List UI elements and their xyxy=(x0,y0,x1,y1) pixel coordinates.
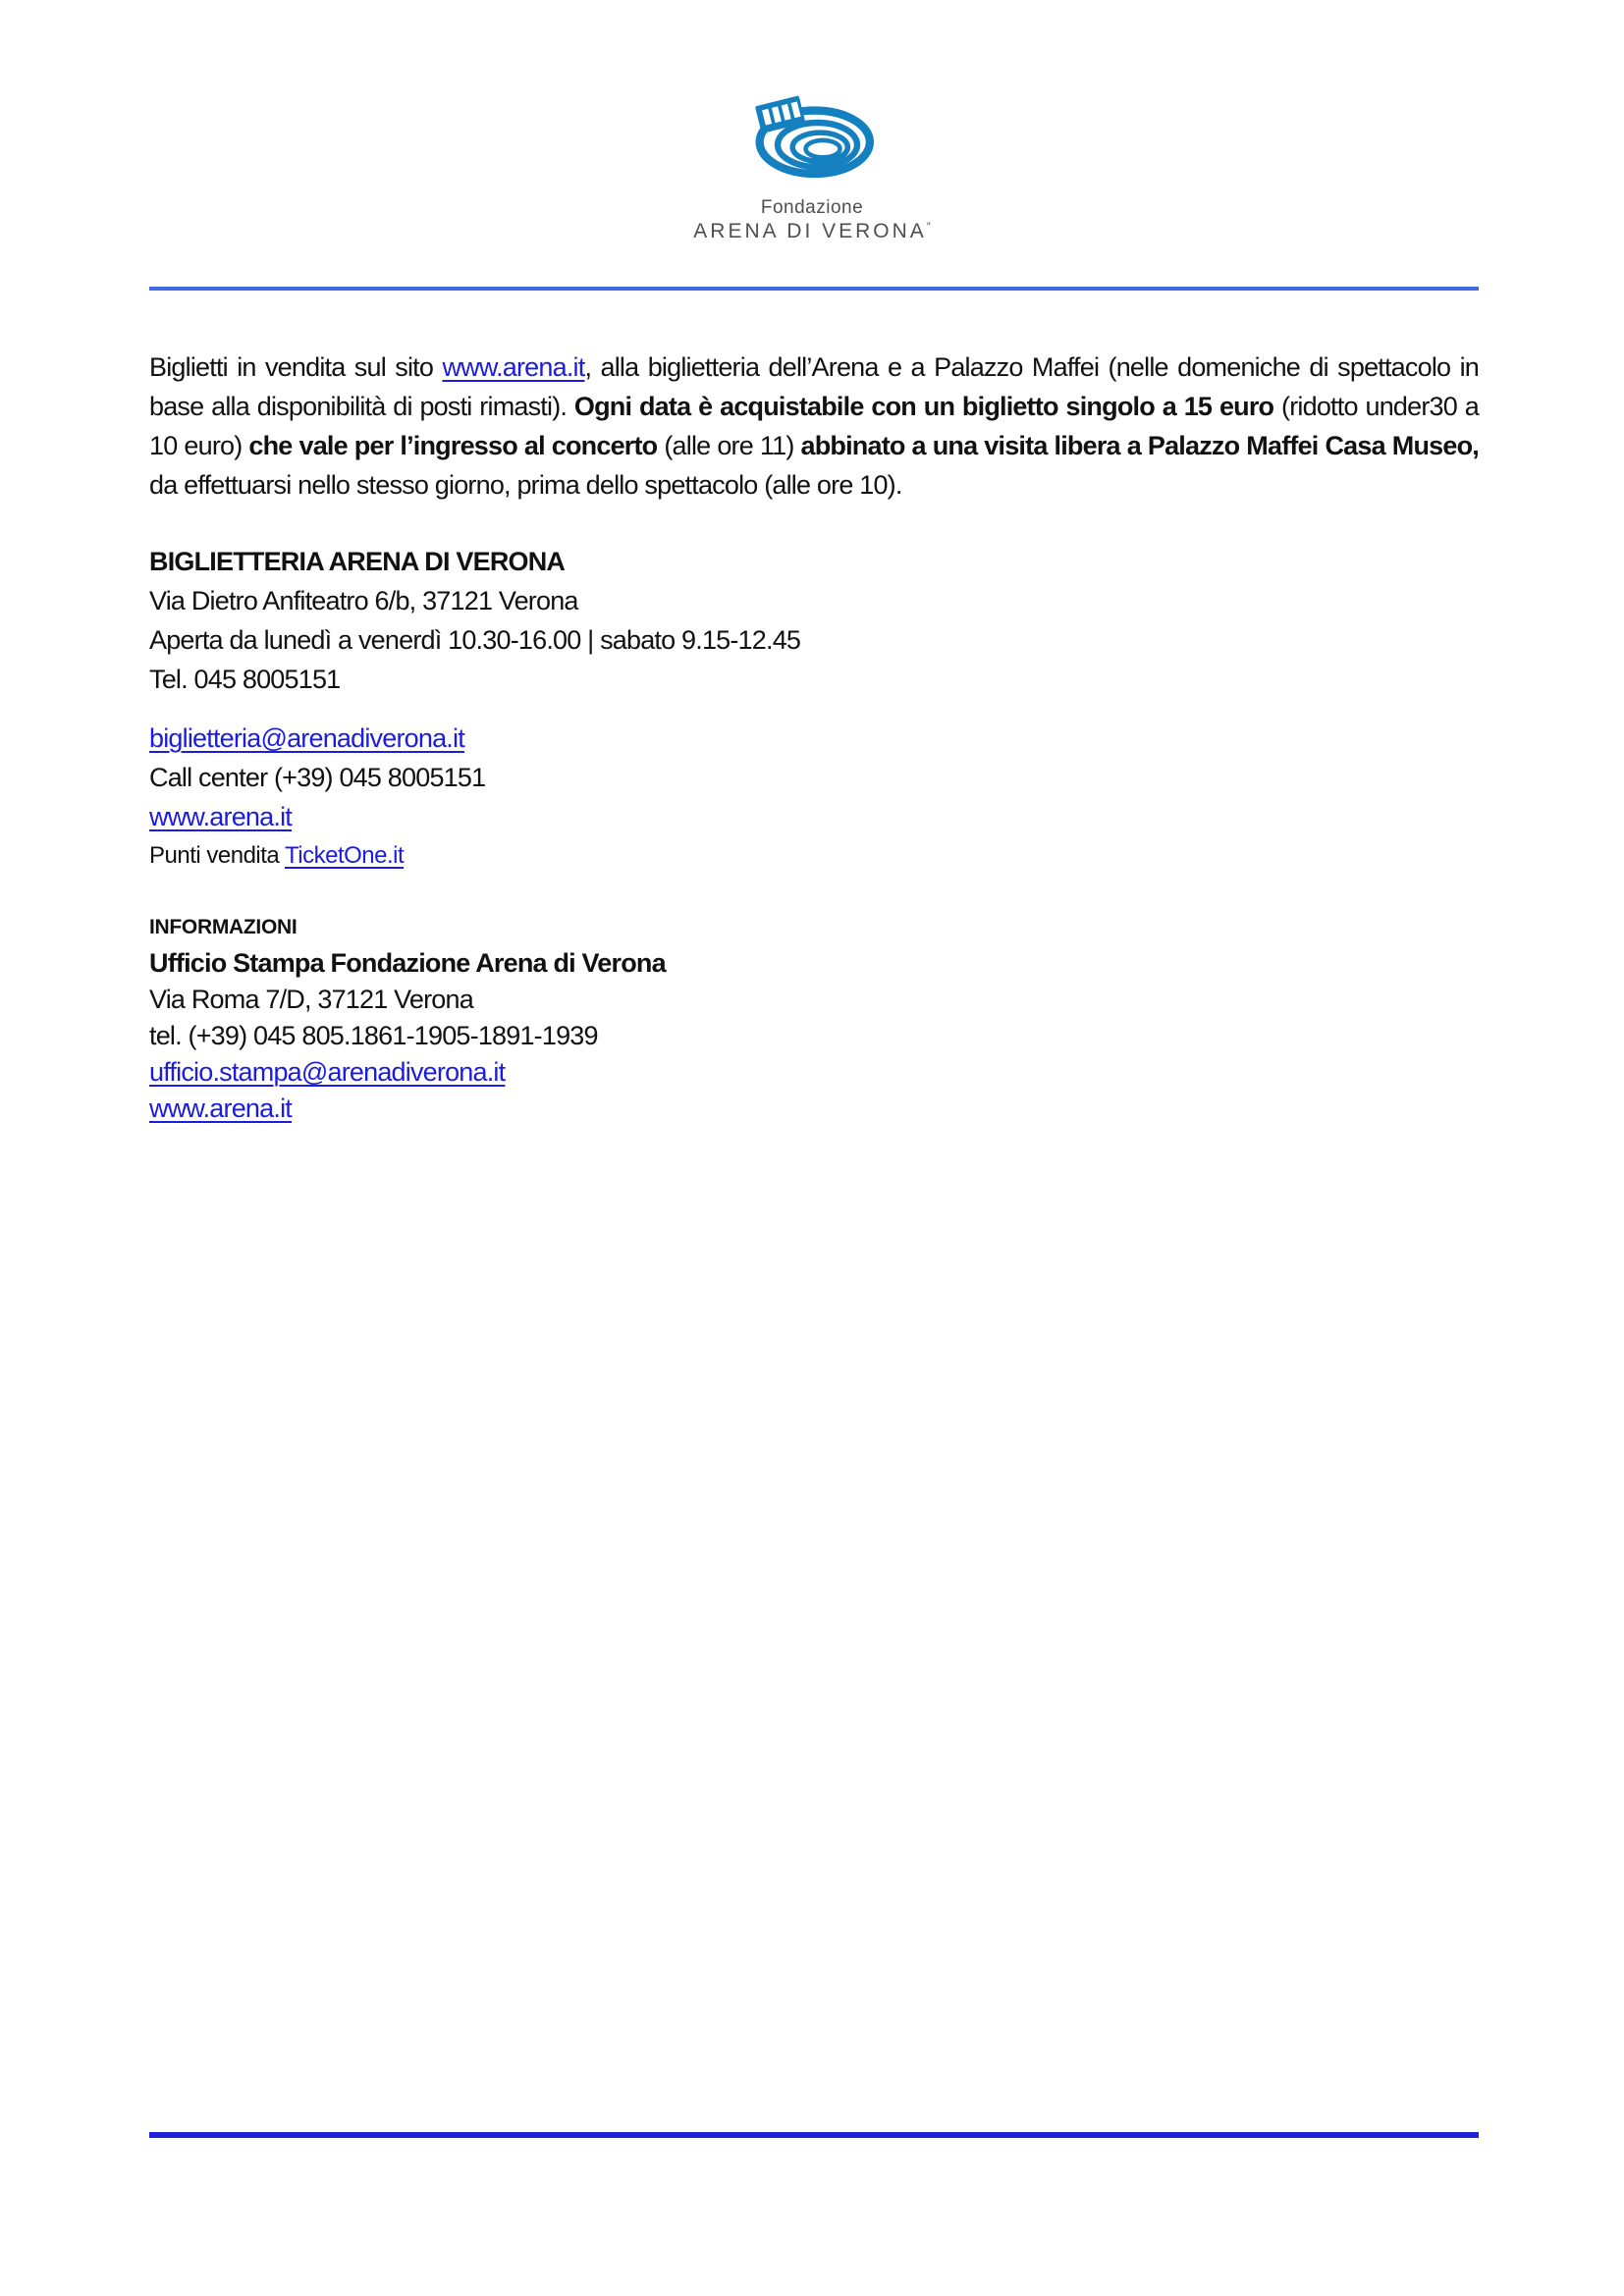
text-run: Ogni data è acquistabile con un biglietto singolo a 15 euro xyxy=(573,392,1282,421)
informazioni-section xyxy=(149,909,666,1127)
top-divider xyxy=(149,287,1479,291)
biglietteria-phone: Tel. 045 8005151 xyxy=(149,665,341,694)
arena-link-paragraph[interactable]: www.arena.it xyxy=(442,352,585,382)
bottom-divider xyxy=(149,2132,1479,2138)
arena-website-link-bottom[interactable]: www.arena.it xyxy=(149,1094,292,1123)
text-run: (ridotto under30 a 10 euro) xyxy=(149,392,1479,460)
biglietteria-hours: Aperta da lunedì a venerdì 10.30-16.00 | sabato 9.15-12.45 xyxy=(149,625,801,655)
logo-subtitle: Fondazione xyxy=(760,197,864,218)
biglietteria-section xyxy=(149,542,800,699)
biglietteria-heading: BIGLIETTERIA ARENA DI VERONA xyxy=(149,547,566,576)
punti-vendita-line xyxy=(149,836,485,876)
ufficio-stampa-email-link[interactable]: ufficio.stampa@arenadiverona.it xyxy=(149,1057,506,1087)
logo-title xyxy=(0,220,1624,243)
text-run: (alle ore 11) xyxy=(664,431,801,460)
ticketone-link[interactable]: TicketOne.it xyxy=(285,842,405,869)
arena-website-link[interactable]: www.arena.it xyxy=(149,802,292,831)
logo-trademark: ″ xyxy=(926,221,931,233)
ufficio-stampa-phone: tel. (+39) 045 805.1861-1905-1891-1939 xyxy=(149,1021,598,1050)
text-run: Biglietti in vendita sul sito xyxy=(149,352,443,382)
call-center-line: Call center (+39) 045 8005151 xyxy=(149,763,486,792)
biglietteria-address: Via Dietro Anfiteatro 6/b, 37121 Verona xyxy=(149,586,578,615)
ufficio-stampa-address: Via Roma 7/D, 37121 Verona xyxy=(149,985,473,1014)
ufficio-stampa-heading: Ufficio Stampa Fondazione Arena di Verona xyxy=(149,948,666,978)
tickets-paragraph xyxy=(149,347,1479,505)
arena-di-verona-logo-icon xyxy=(738,94,886,185)
contacts-section xyxy=(149,719,485,876)
text-run: , alla biglietteria dell’Arena e a Palazzo Maffei (nelle domeniche di spettacolo in base alla disponibilità di posti rimasti). xyxy=(149,352,1480,421)
text-run: da effettuarsi nello stesso giorno, prima dello spettacolo (alle ore 10). xyxy=(149,470,902,500)
logo-title-text: ARENA DI VERONA xyxy=(693,220,927,242)
informazioni-label: INFORMAZIONI xyxy=(149,916,298,938)
text-run: abbinato a una visita libera a Palazzo Maffei Casa Museo, xyxy=(800,431,1479,460)
biglietteria-email-link[interactable]: biglietteria@arenadiverona.it xyxy=(149,723,464,753)
text-run: che vale per l’ingresso al concerto xyxy=(248,431,665,460)
text-run: Punti vendita xyxy=(149,842,285,869)
